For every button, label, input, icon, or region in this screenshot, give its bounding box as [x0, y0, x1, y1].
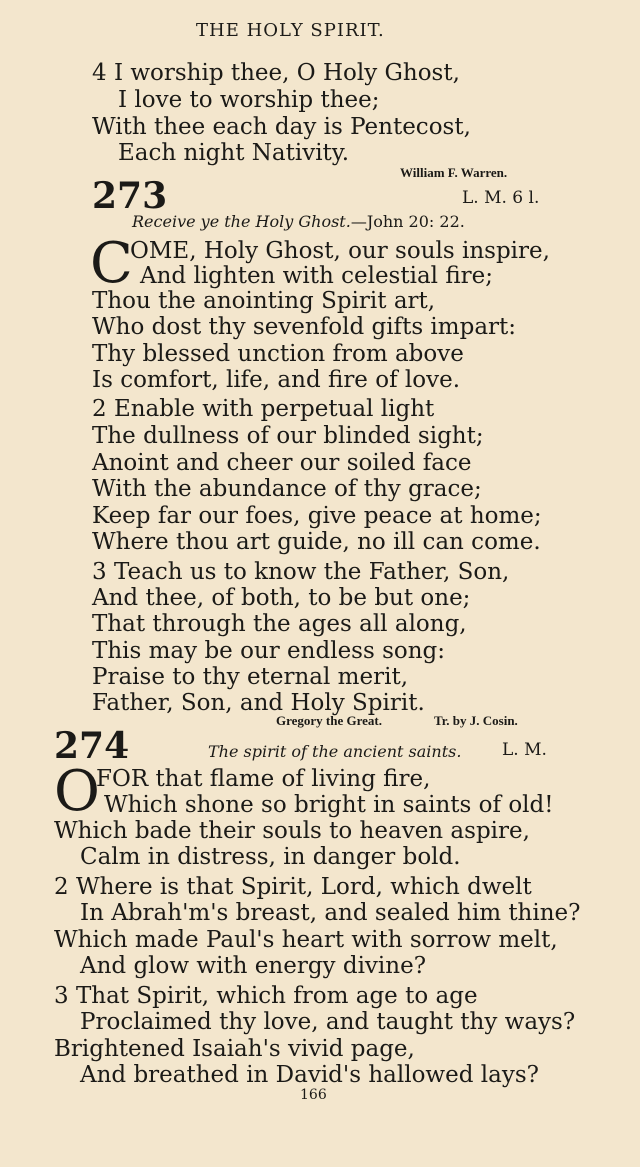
running-header: THE HOLY SPIRIT.: [196, 20, 385, 41]
verse-line: Thy blessed unction from above: [92, 341, 464, 367]
verse-line: With the abundance of thy grace;: [92, 476, 482, 502]
drop-cap: O: [54, 759, 100, 824]
verse-line: Which shone so bright in saints of old!: [104, 792, 554, 818]
verse-line: 2 Where is that Spirit, Lord, which dwelt: [54, 874, 532, 900]
verse-line: This may be our endless song:: [92, 638, 446, 664]
verse-line: Which bade their souls to heaven aspire,: [54, 818, 530, 844]
epigraph-quote: Receive ye the Holy Ghost.: [132, 212, 351, 231]
verse-line: Keep far our foes, give peace at home;: [92, 503, 542, 529]
hymn-author: William F. Warren.: [400, 165, 508, 180]
hymn-number: 274: [54, 725, 130, 767]
hymn-epigraph: [132, 214, 465, 230]
verse-line: Who dost thy sevenfold gifts impart:: [92, 314, 517, 340]
verse-line: 4 I worship thee, O Holy Ghost,: [92, 60, 460, 86]
verse-line: With thee each day is Pentecost,: [92, 114, 471, 140]
hymn-number: 273: [92, 175, 168, 217]
verse-line: And lighten with celestial fire;: [140, 263, 494, 289]
verse-line: Anoint and cheer our soiled face: [92, 450, 472, 476]
verse-line: And thee, of both, to be but one;: [92, 585, 471, 611]
verse-line: Each night Nativity.: [118, 140, 350, 166]
hymn-translator: Tr. by J. Cosin.: [434, 713, 518, 728]
verse-line: OME, Holy Ghost, our souls inspire,: [130, 238, 550, 264]
verse-line: FOR that flame of living fire,: [96, 766, 431, 792]
verse-line: Calm in distress, in danger bold.: [80, 844, 461, 870]
verse-line: The dullness of our blinded sight;: [92, 423, 484, 449]
verse-line: Father, Son, and Holy Spirit.: [92, 690, 425, 716]
verse-line: Which made Paul's heart with sorrow melt,: [54, 927, 558, 953]
verse-line: 3 Teach us to know the Father, Son,: [92, 559, 510, 585]
verse-line: Praise to thy eternal merit,: [92, 664, 409, 690]
verse-line: I love to worship thee;: [118, 87, 380, 113]
verse-line: That through the ages all along,: [92, 611, 467, 637]
drop-cap: C: [90, 231, 133, 296]
verse-line: Brightened Isaiah's vivid page,: [54, 1036, 415, 1062]
hymn-author: Gregory the Great.: [276, 713, 383, 728]
hymn-meter: L. M. 6 l.: [462, 188, 540, 208]
verse-line: And glow with energy divine?: [80, 953, 427, 979]
verse-line: Where thou art guide, no ill can come.: [92, 529, 541, 555]
verse-line: Proclaimed thy love, and taught thy ways?: [80, 1009, 576, 1035]
epigraph-reference: —John 20: 22.: [350, 212, 465, 231]
verse-line: Is comfort, life, and fire of love.: [92, 367, 461, 393]
verse-line: And breathed in David's hallowed lays?: [80, 1062, 539, 1088]
verse-line: 2 Enable with perpetual light: [92, 396, 435, 422]
hymn-meter: L. M.: [502, 740, 547, 760]
page-number: 166: [300, 1087, 327, 1103]
verse-line: In Abrah'm's breast, and sealed him thine?: [80, 900, 581, 926]
hymn-title: The spirit of the ancient saints.: [208, 742, 462, 761]
verse-line: 3 That Spirit, which from age to age: [54, 983, 478, 1009]
verse-line: Thou the anointing Spirit art,: [92, 288, 436, 314]
